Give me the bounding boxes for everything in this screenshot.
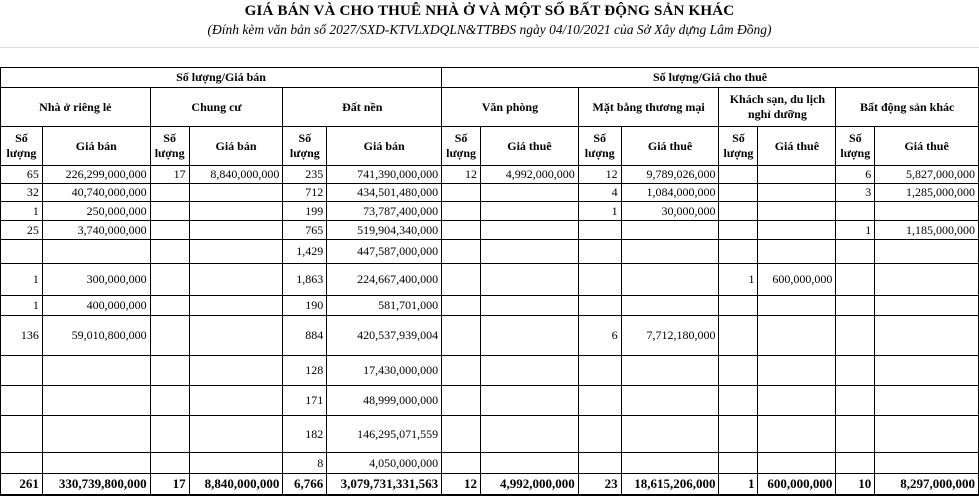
table-row (1, 356, 979, 386)
quantity-cell: 1,429 (283, 240, 327, 264)
price-cell (758, 296, 836, 316)
price-cell (621, 240, 719, 264)
price-cell: 1,185,000,000 (875, 221, 979, 240)
price-cell: 5,827,000,000 (875, 166, 979, 184)
quantity-cell (150, 316, 189, 356)
price-cell: 400,000,000 (42, 296, 150, 316)
quantity-cell: 12 (442, 166, 481, 184)
quantity-cell (442, 184, 481, 202)
quantity-cell (442, 386, 481, 416)
price-cell (481, 316, 579, 356)
quantity-cell (1, 356, 43, 386)
quantity-cell (578, 356, 621, 386)
quantity-cell (150, 416, 189, 453)
quantity-cell: 1 (1, 296, 43, 316)
price-cell: 1,285,000,000 (875, 184, 979, 202)
quantity-cell (719, 202, 758, 221)
quantity-cell (1, 416, 43, 453)
price-cell (481, 202, 579, 221)
price-cell: 9,789,026,000 (621, 166, 719, 184)
price-cell (758, 356, 836, 386)
price-cell: 146,295,071,559 (327, 416, 442, 453)
price-cell (481, 453, 579, 474)
quantity-cell: 136 (1, 316, 43, 356)
qty-header: Số lượng (719, 127, 758, 166)
price-cell: 741,390,000,000 (327, 166, 442, 184)
price-cell: 7,712,180,000 (621, 316, 719, 356)
qty-header: Số lượng (150, 127, 189, 166)
price-cell (758, 202, 836, 221)
sale-group-header: Số lượng/Giá bán (1, 68, 442, 88)
price-cell (189, 240, 283, 264)
price-cell (189, 221, 283, 240)
quantity-cell: 190 (283, 296, 327, 316)
quantity-cell (442, 296, 481, 316)
quantity-cell (442, 356, 481, 386)
rent-header: Giá thuê (621, 127, 719, 166)
price-cell (189, 416, 283, 453)
price-cell: 434,501,480,000 (327, 184, 442, 202)
price-cell (189, 184, 283, 202)
quantity-cell: 182 (283, 416, 327, 453)
quantity-cell: 1 (578, 202, 621, 221)
column-header-row (1, 127, 979, 166)
price-cell (189, 316, 283, 356)
rent-header: Giá thuê (758, 127, 836, 166)
quantity-cell: 235 (283, 166, 327, 184)
quantity-cell: 6 (836, 166, 875, 184)
price-cell (189, 453, 283, 474)
price-cell: 17,430,000,000 (327, 356, 442, 386)
quantity-cell (442, 240, 481, 264)
document-subtitle: (Đính kèm văn bản số 2027/SXD-KTVLXDQLN&TTBĐS ngày 04/10/2021 của Sở Xây dựng Lâm Đồng) (207, 22, 772, 37)
document-title: GIÁ BÁN VÀ CHO THUÊ NHÀ Ở VÀ MỘT SỐ BẤT ĐỘNG SẢN KHÁC (244, 3, 735, 19)
quantity-cell (719, 184, 758, 202)
price-cell (758, 416, 836, 453)
price-header: Giá bán (327, 127, 442, 166)
quantity-cell: 1 (1, 264, 43, 296)
quantity-cell (578, 264, 621, 296)
quantity-cell: 4 (578, 184, 621, 202)
quantity-cell (719, 386, 758, 416)
price-cell (875, 356, 979, 386)
quantity-cell (578, 221, 621, 240)
quantity-cell (442, 202, 481, 221)
price-cell (875, 296, 979, 316)
price-cell: 300,000,000 (42, 264, 150, 296)
price-cell (875, 453, 979, 474)
sheet-divider (0, 47, 979, 48)
price-cell (758, 184, 836, 202)
price-cell (621, 264, 719, 296)
price-cell (758, 453, 836, 474)
quantity-cell: 712 (283, 184, 327, 202)
price-cell (875, 264, 979, 296)
price-cell (42, 386, 150, 416)
quantity-cell (719, 166, 758, 184)
total-price-cell: 600,000,000 (758, 474, 836, 495)
rent-header: Giá thuê (875, 127, 979, 166)
table-row (1, 264, 979, 296)
category-header-row (1, 88, 979, 127)
quantity-cell: 171 (283, 386, 327, 416)
price-cell: 30,000,000 (621, 202, 719, 221)
price-cell (42, 240, 150, 264)
quantity-cell (578, 416, 621, 453)
quantity-cell (150, 386, 189, 416)
qty-header: Số lượng (1, 127, 43, 166)
price-cell (42, 416, 150, 453)
price-cell: 1,084,000,000 (621, 184, 719, 202)
quantity-cell (150, 296, 189, 316)
quantity-cell (836, 296, 875, 316)
qty-header: Số lượng (442, 127, 481, 166)
quantity-cell (150, 221, 189, 240)
price-cell: 59,010,800,000 (42, 316, 150, 356)
quantity-cell: 1 (719, 264, 758, 296)
price-cell: 48,999,000,000 (327, 386, 442, 416)
price-cell (42, 453, 150, 474)
price-cell: 224,667,400,000 (327, 264, 442, 296)
table-row (1, 416, 979, 453)
price-cell (621, 416, 719, 453)
quantity-cell (150, 240, 189, 264)
quantity-cell (150, 202, 189, 221)
quantity-cell (719, 240, 758, 264)
total-quantity-cell: 1 (719, 474, 758, 495)
category-house: Nhà ở riêng lẻ (1, 88, 151, 127)
total-price-cell: 3,079,731,331,563 (327, 474, 442, 495)
price-cell: 581,701,000 (327, 296, 442, 316)
price-cell: 250,000,000 (42, 202, 150, 221)
quantity-cell (578, 240, 621, 264)
price-cell: 519,904,340,000 (327, 221, 442, 240)
price-cell: 420,537,939,004 (327, 316, 442, 356)
quantity-cell (442, 264, 481, 296)
rent-group-header: Số lượng/Giá cho thuê (442, 68, 979, 88)
quantity-cell (578, 453, 621, 474)
price-cell: 73,787,400,000 (327, 202, 442, 221)
price-cell (758, 316, 836, 356)
table-row (1, 221, 979, 240)
quantity-cell (578, 386, 621, 416)
price-cell (875, 202, 979, 221)
total-quantity-cell: 23 (578, 474, 621, 495)
category-land: Đất nền (283, 88, 442, 127)
price-cell (42, 356, 150, 386)
quantity-cell: 3 (836, 184, 875, 202)
price-cell: 40,740,000,000 (42, 184, 150, 202)
price-cell (758, 240, 836, 264)
price-cell (189, 202, 283, 221)
quantity-cell: 6 (578, 316, 621, 356)
price-cell (481, 221, 579, 240)
quantity-cell (719, 416, 758, 453)
price-cell (621, 296, 719, 316)
price-cell (875, 386, 979, 416)
table-row (1, 316, 979, 356)
price-cell (758, 166, 836, 184)
category-hotel: Khách sạn, du lịch nghỉ dưỡng (719, 88, 836, 127)
table-row (1, 386, 979, 416)
category-other: Bất động sản khác (836, 88, 979, 127)
price-cell (875, 240, 979, 264)
table-row (1, 166, 979, 184)
quantity-cell (578, 296, 621, 316)
price-header: Giá bán (42, 127, 150, 166)
total-price-cell: 8,840,000,000 (189, 474, 283, 495)
price-cell (481, 386, 579, 416)
quantity-cell: 65 (1, 166, 43, 184)
table-row (1, 453, 979, 474)
price-cell (481, 184, 579, 202)
total-quantity-cell: 10 (836, 474, 875, 495)
price-cell (189, 356, 283, 386)
qty-header: Số lượng (283, 127, 327, 166)
price-cell (481, 356, 579, 386)
quantity-cell (836, 453, 875, 474)
price-cell (189, 296, 283, 316)
price-header: Giá bán (189, 127, 283, 166)
price-cell (621, 221, 719, 240)
table-row (1, 184, 979, 202)
quantity-cell (836, 202, 875, 221)
quantity-cell: 1 (1, 202, 43, 221)
quantity-cell (150, 184, 189, 202)
quantity-cell: 128 (283, 356, 327, 386)
quantity-cell (836, 356, 875, 386)
price-cell (758, 386, 836, 416)
qty-header: Số lượng (836, 127, 875, 166)
total-quantity-cell: 17 (150, 474, 189, 495)
category-apartment: Chung cư (150, 88, 283, 127)
quantity-cell: 12 (578, 166, 621, 184)
quantity-cell (719, 221, 758, 240)
price-cell: 447,587,000,000 (327, 240, 442, 264)
price-cell (875, 416, 979, 453)
total-price-cell: 4,992,000,000 (481, 474, 579, 495)
table-row (1, 240, 979, 264)
total-price-cell: 18,615,206,000 (621, 474, 719, 495)
price-cell: 600,000,000 (758, 264, 836, 296)
price-cell (189, 264, 283, 296)
price-cell (481, 416, 579, 453)
price-cell: 4,992,000,000 (481, 166, 579, 184)
total-quantity-cell: 6,766 (283, 474, 327, 495)
price-cell (758, 221, 836, 240)
table-row (1, 202, 979, 221)
real-estate-price-table (0, 67, 979, 496)
quantity-cell: 1,863 (283, 264, 327, 296)
price-cell (481, 296, 579, 316)
quantity-cell (150, 356, 189, 386)
quantity-cell: 199 (283, 202, 327, 221)
category-retail: Mặt bằng thương mại (578, 88, 719, 127)
totals-row (1, 474, 979, 495)
quantity-cell (719, 296, 758, 316)
quantity-cell (719, 316, 758, 356)
quantity-cell (836, 416, 875, 453)
qty-header: Số lượng (578, 127, 621, 166)
quantity-cell (719, 453, 758, 474)
price-cell (621, 386, 719, 416)
quantity-cell (719, 356, 758, 386)
table-row (1, 296, 979, 316)
price-cell: 8,840,000,000 (189, 166, 283, 184)
quantity-cell (442, 416, 481, 453)
quantity-cell (836, 264, 875, 296)
price-cell (875, 316, 979, 356)
price-cell: 226,299,000,000 (42, 166, 150, 184)
quantity-cell (836, 386, 875, 416)
quantity-cell: 32 (1, 184, 43, 202)
price-cell: 3,740,000,000 (42, 221, 150, 240)
quantity-cell (442, 453, 481, 474)
price-cell (481, 240, 579, 264)
price-cell (621, 356, 719, 386)
group-header-row (1, 68, 979, 88)
quantity-cell: 17 (150, 166, 189, 184)
quantity-cell (1, 453, 43, 474)
quantity-cell (1, 240, 43, 264)
total-quantity-cell: 261 (1, 474, 43, 495)
quantity-cell (442, 316, 481, 356)
quantity-cell (1, 386, 43, 416)
quantity-cell (836, 316, 875, 356)
quantity-cell (836, 240, 875, 264)
quantity-cell: 884 (283, 316, 327, 356)
rent-header: Giá thuê (481, 127, 579, 166)
quantity-cell (150, 264, 189, 296)
price-cell: 4,050,000,000 (327, 453, 442, 474)
total-price-cell: 8,297,000,000 (875, 474, 979, 495)
quantity-cell: 765 (283, 221, 327, 240)
category-office: Văn phòng (442, 88, 579, 127)
price-cell (481, 264, 579, 296)
quantity-cell: 8 (283, 453, 327, 474)
quantity-cell (442, 221, 481, 240)
quantity-cell: 1 (836, 221, 875, 240)
quantity-cell: 25 (1, 221, 43, 240)
price-cell (621, 453, 719, 474)
total-price-cell: 330,739,800,000 (42, 474, 150, 495)
quantity-cell (150, 453, 189, 474)
price-cell (189, 386, 283, 416)
total-quantity-cell: 12 (442, 474, 481, 495)
